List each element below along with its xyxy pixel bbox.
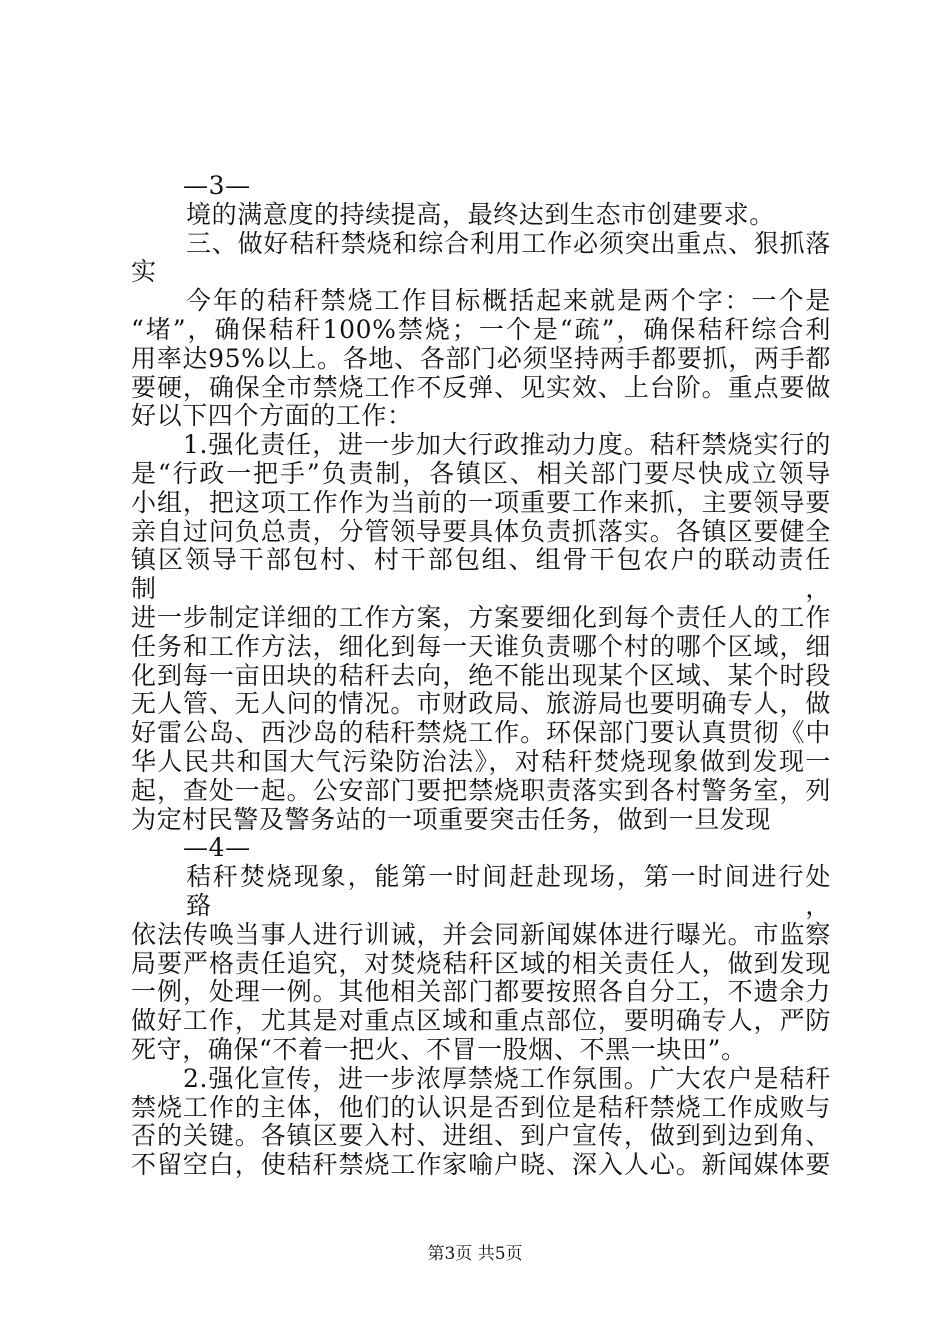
paragraph-line: 局要严格责任追究，对焚烧秸秆区域的相关责任人，做到发现 bbox=[131, 948, 831, 978]
section-heading: 三、做好秸秆禁烧和综合利用工作必须突出重点、狠抓落 bbox=[186, 228, 831, 258]
paragraph-line: 进一步制定详细的工作方案，方案要细化到每个责任人的工作 bbox=[131, 602, 831, 632]
paragraph-line: 2.强化宣传，进一步浓厚禁烧工作氛围。广大农户是秸秆 bbox=[183, 1063, 831, 1093]
paragraph-line: 不留空白，使秸秆禁烧工作家喻户晓、深入人心。新闻媒体要 bbox=[131, 1150, 831, 1180]
paragraph-line: 一例，处理一例。其他相关部门都要按照各自分工，不遗余力 bbox=[131, 977, 831, 1007]
paragraph-line: 1.强化责任，进一步加大行政推动力度。秸秆禁烧实行的 bbox=[183, 430, 831, 460]
paragraph-line: 小组，把这项工作作为当前的一项重要工作来抓，主要领导要 bbox=[131, 487, 831, 517]
paragraph-line: 无人管、无人问的情况。市财政局、旅游局也要明确专人，做 bbox=[131, 689, 831, 719]
paragraph-line: 依法传唤当事人进行训诫，并会同新闻媒体进行曝光。市监察 bbox=[131, 919, 831, 949]
paragraph-line: 否的关键。各镇区要入村、进组、到户宣传，做到到边到角、 bbox=[131, 1121, 831, 1151]
page-footer: 第3页 共5页 bbox=[427, 1244, 523, 1264]
paragraph-line: 今年的秸秆禁烧工作目标概括起来就是两个字：一个是 bbox=[186, 286, 831, 316]
paragraph-line: 禁烧工作的主体，他们的认识是否到位是秸秆禁烧工作成败与 bbox=[131, 1092, 831, 1122]
page-number-marker: —4— bbox=[183, 833, 251, 863]
paragraph-line: 华人民共和国大气污染防治法》，对秸秆焚烧现象做到发现一 bbox=[131, 746, 831, 776]
section-heading-continued: 实 bbox=[131, 257, 157, 287]
paragraph-line: 好以下四个方面的工作： bbox=[131, 401, 413, 431]
paragraph-line: 好雷公岛、西沙岛的秸秆禁烧工作。环保部门要认真贯彻《中 bbox=[131, 718, 831, 748]
paragraph-line: 任务和工作方法，细化到每一天谁负责哪个村的哪个区域，细 bbox=[131, 631, 831, 661]
paragraph-line: 起，查处一起。公安部门要把禁烧职责落实到各村警务室，列 bbox=[131, 775, 831, 805]
paragraph-line: 为定村民警及警务站的一项重要突击任务，做到一旦发现 bbox=[131, 804, 772, 834]
paragraph-line: 化到每一亩田块的秸秆去向，绝不能出现某个区域、某个时段 bbox=[131, 660, 831, 690]
paragraph-line: 用率达95%以上。各地、各部门必须坚持两手都要抓，两手都 bbox=[131, 343, 831, 373]
paragraph-line: 做好工作，尤其是对重点区域和重点部位，要明确专人，严防 bbox=[131, 1006, 831, 1036]
paragraph-line: 要硬，确保全市禁烧工作不反弹、见实效、上台阶。重点要做 bbox=[131, 372, 831, 402]
page-number-marker: —3— bbox=[183, 171, 251, 200]
paragraph-line: 境的满意度的持续提高，最终达到生态市创建要求。 bbox=[186, 199, 775, 229]
document-body bbox=[131, 172, 831, 1180]
paragraph-line: 秸秆焚烧现象，能第一时间赶赴现场，第一时间进行处臵， bbox=[186, 862, 831, 920]
paragraph-line: 是“行政一把手”负责制，各镇区、相关部门要尽快成立领导 bbox=[131, 458, 831, 488]
paragraph-line: 死守，确保“不着一把火、不冒一股烟、不黑一块田”。 bbox=[131, 1034, 747, 1064]
paragraph-line: “堵”，确保秸秆100%禁烧；一个是“疏”，确保秸秆综合利 bbox=[131, 314, 831, 344]
paragraph-line: 镇区领导干部包村、村干部包组、组骨干包农户的联动责任制， bbox=[131, 545, 831, 604]
paragraph-line: 亲自过问负总责，分管领导要具体负责抓落实。各镇区要健全 bbox=[131, 516, 831, 546]
